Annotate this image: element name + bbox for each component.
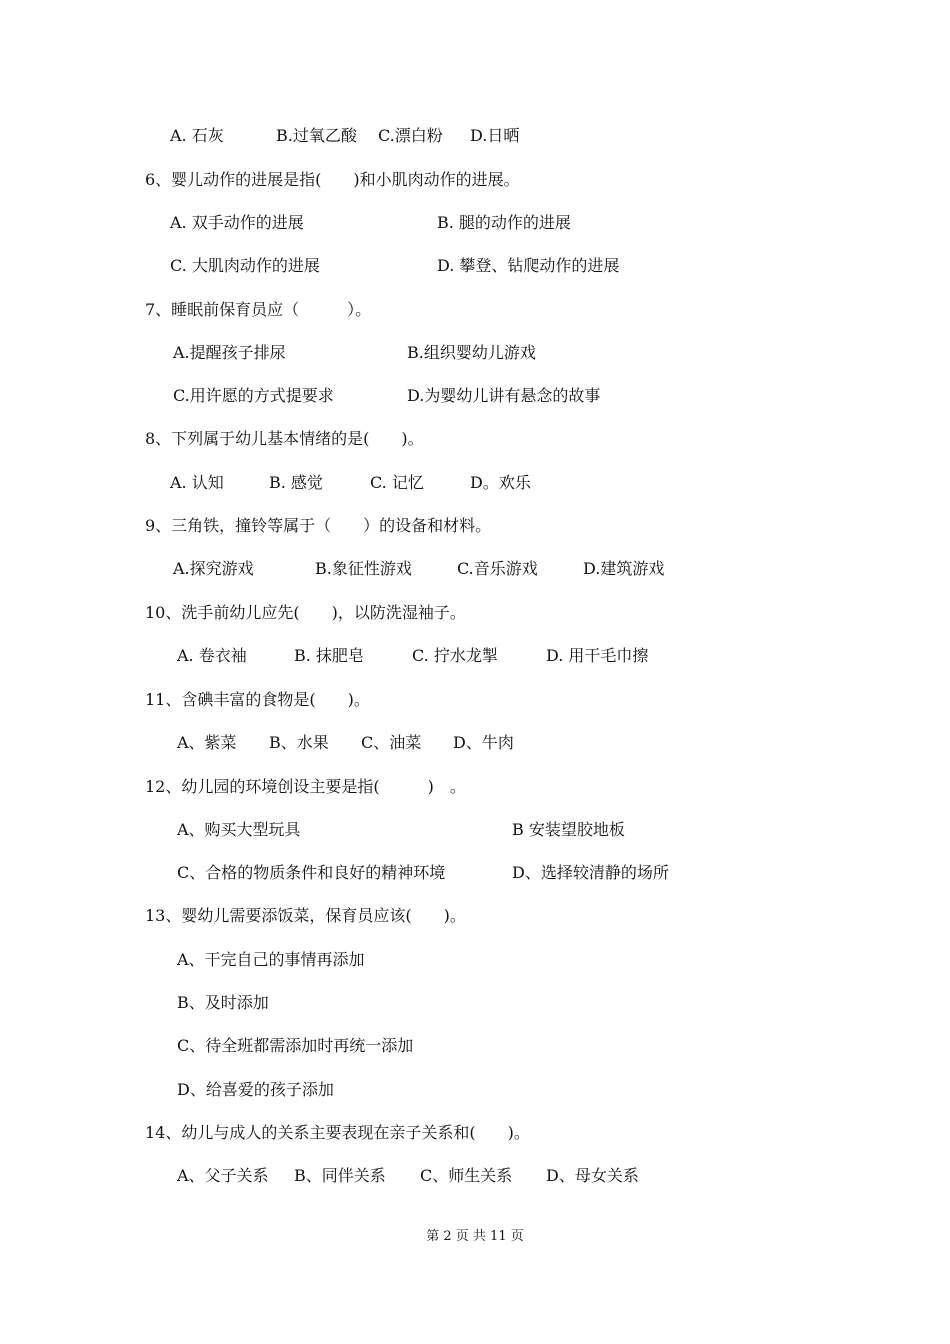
question-10-stem: 10、洗手前幼儿应先( )，以防洗湿袖子。 bbox=[145, 603, 466, 622]
q6-option-a: A. 双手动作的进展 bbox=[170, 213, 304, 232]
question-13-stem: 13、婴幼儿需要添饭菜，保育员应该( )。 bbox=[145, 906, 466, 925]
q7-option-a: A.提醒孩子排尿 bbox=[173, 343, 286, 362]
q11-option-b: B、水果 bbox=[269, 733, 329, 752]
q5-option-a: A. 石灰 bbox=[170, 126, 224, 145]
q9-option-a: A.探究游戏 bbox=[173, 559, 254, 578]
q14-option-c: C、师生关系 bbox=[420, 1166, 513, 1185]
q6-option-b: B. 腿的动作的进展 bbox=[437, 213, 571, 232]
q9-option-d: D.建筑游戏 bbox=[583, 559, 665, 578]
q10-option-d: D. 用干毛巾擦 bbox=[546, 646, 649, 665]
question-8-stem: 8、下列属于幼儿基本情绪的是( )。 bbox=[145, 429, 424, 448]
q13-option-c: C、待全班都需添加时再统一添加 bbox=[177, 1036, 414, 1055]
question-11-stem: 11、含碘丰富的食物是( )。 bbox=[145, 690, 370, 709]
q10-option-a: A. 卷衣袖 bbox=[177, 646, 247, 665]
q11-option-c: C、油菜 bbox=[361, 733, 422, 752]
q11-option-a: A、紫菜 bbox=[177, 733, 237, 752]
question-12-stem: 12、幼儿园的环境创设主要是指( ) 。 bbox=[145, 777, 466, 796]
q12-option-a: A、购买大型玩具 bbox=[177, 820, 301, 839]
q5-option-d: D.日晒 bbox=[470, 126, 520, 145]
q6-option-d: D. 攀登、钻爬动作的进展 bbox=[437, 256, 620, 275]
q6-option-c: C. 大肌肉动作的进展 bbox=[170, 256, 320, 275]
q5-option-b: B.过氧乙酸 bbox=[276, 126, 357, 145]
q7-option-b: B.组织婴幼儿游戏 bbox=[407, 343, 536, 362]
q9-option-c: C.音乐游戏 bbox=[457, 559, 538, 578]
q9-option-b: B.象征性游戏 bbox=[315, 559, 412, 578]
page-footer: 第 2 页 共 11 页 bbox=[426, 1229, 524, 1244]
q11-option-d: D、牛肉 bbox=[453, 733, 514, 752]
q12-option-c: C、合格的物质条件和良好的精神环境 bbox=[177, 863, 446, 882]
q7-option-d: D.为婴幼儿讲有悬念的故事 bbox=[407, 386, 601, 405]
q14-option-a: A、父子关系 bbox=[177, 1166, 269, 1185]
q13-option-a: A、干完自己的事情再添加 bbox=[177, 950, 365, 969]
q12-option-b: B 安装望胶地板 bbox=[512, 820, 625, 839]
question-14-stem: 14、幼儿与成人的关系主要表现在亲子关系和( )。 bbox=[145, 1123, 530, 1142]
q13-option-d: D、给喜爱的孩子添加 bbox=[177, 1080, 334, 1099]
q14-option-b: B、同伴关系 bbox=[294, 1166, 386, 1185]
q14-option-d: D、母女关系 bbox=[546, 1166, 639, 1185]
q10-option-b: B. 抹肥皂 bbox=[294, 646, 364, 665]
q5-option-c: C.漂白粉 bbox=[378, 126, 443, 145]
question-6-stem: 6、婴儿动作的进展是指( )和小肌肉动作的进展。 bbox=[145, 170, 520, 189]
q10-option-c: C. 拧水龙掣 bbox=[412, 646, 498, 665]
question-7-stem: 7、睡眠前保育员应（ ）。 bbox=[145, 300, 372, 319]
q13-option-b: B、及时添加 bbox=[177, 993, 269, 1012]
q8-option-b: B. 感觉 bbox=[269, 473, 323, 492]
q8-option-c: C. 记忆 bbox=[370, 473, 424, 492]
q8-option-a: A. 认知 bbox=[170, 473, 224, 492]
q7-option-c: C.用许愿的方式提要求 bbox=[173, 386, 334, 405]
question-9-stem: 9、三角铁，撞铃等属于（ ）的设备和材料。 bbox=[145, 516, 492, 535]
q8-option-d: D。欢乐 bbox=[470, 473, 531, 492]
q12-option-d: D、选择较清静的场所 bbox=[512, 863, 669, 882]
